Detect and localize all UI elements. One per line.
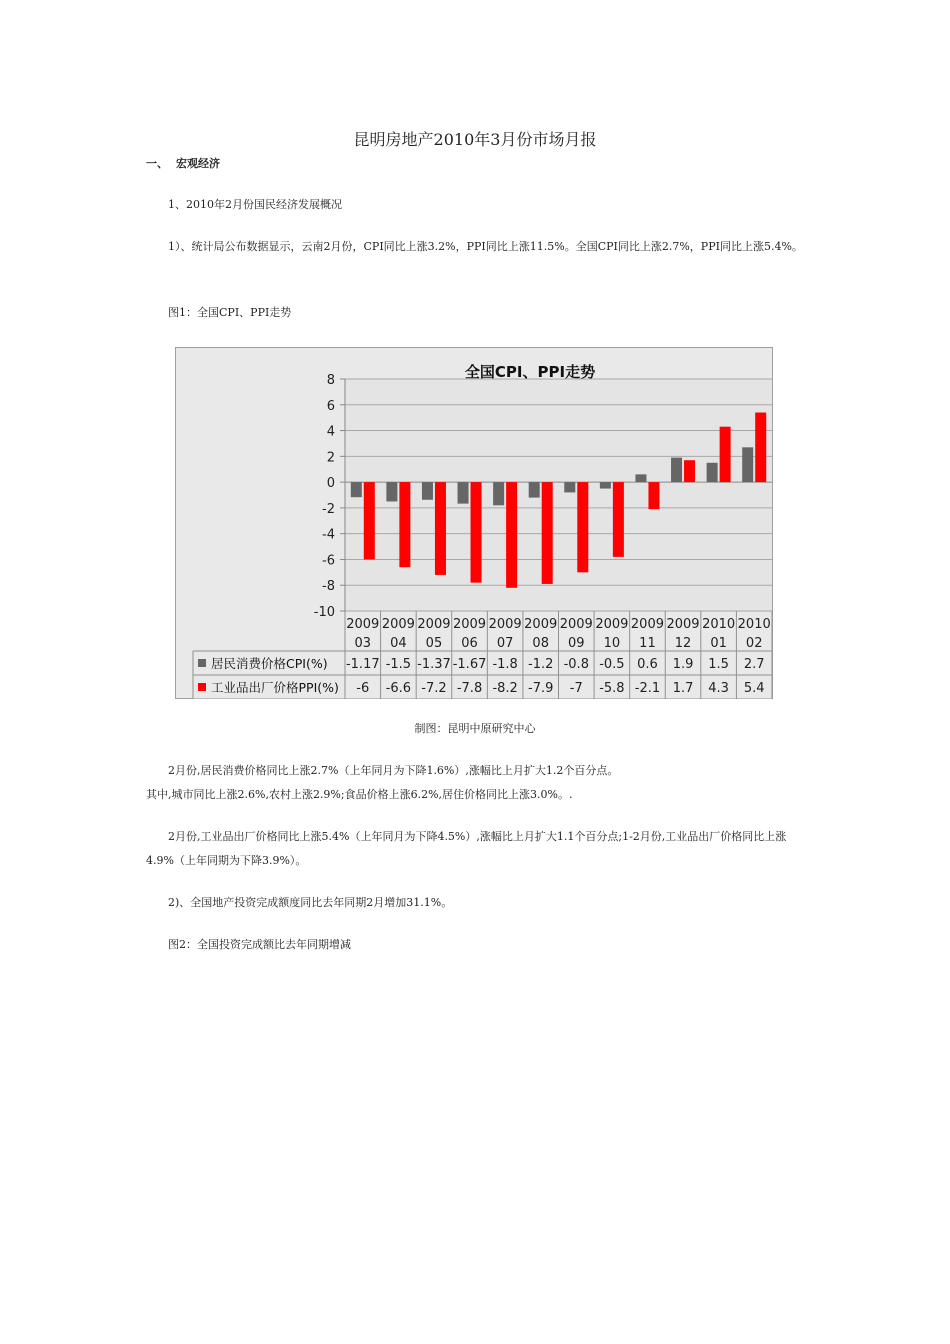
ppi-bar bbox=[471, 482, 482, 583]
y-tick-label: -2 bbox=[322, 501, 335, 517]
y-tick-label: 2 bbox=[326, 450, 335, 466]
data-value-label: -1.8 bbox=[492, 657, 518, 672]
data-value-label: -7.8 bbox=[456, 681, 483, 696]
ppi-bar bbox=[755, 413, 766, 483]
cpi-bar bbox=[529, 482, 540, 497]
legend-swatch bbox=[198, 683, 206, 691]
data-value-label: -6 bbox=[356, 681, 370, 696]
data-value-label: -5.8 bbox=[599, 681, 625, 696]
category-label-month: 12 bbox=[674, 636, 692, 651]
y-tick-label: -4 bbox=[322, 527, 335, 543]
section-title: 宏观经济 bbox=[176, 157, 220, 170]
paragraph-investment: 2)、全国地产投资完成额度同比去年同期2月增加31.1%。 bbox=[168, 896, 453, 909]
chart-title: 全国CPI、PPI走势 bbox=[464, 363, 596, 381]
ppi-bar bbox=[542, 482, 553, 584]
data-value-label: -7 bbox=[569, 681, 583, 696]
y-tick-label: 8 bbox=[326, 373, 335, 388]
category-label-year: 2009 bbox=[346, 617, 380, 632]
data-value-label: 1.9 bbox=[672, 657, 694, 672]
data-value-label: -7.9 bbox=[528, 681, 554, 696]
data-value-label: -8.2 bbox=[492, 681, 518, 696]
category-label-year: 2009 bbox=[559, 617, 593, 632]
category-label-year: 2009 bbox=[488, 617, 522, 632]
ppi-bar bbox=[720, 427, 731, 482]
category-label-month: 04 bbox=[390, 636, 407, 651]
section-number: 一、 bbox=[146, 157, 168, 170]
category-label-year: 2009 bbox=[417, 617, 451, 632]
document-title: 昆明房地产2010年3月份市场月报 bbox=[353, 130, 597, 149]
category-label-month: 08 bbox=[532, 636, 549, 651]
data-value-label: -1.17 bbox=[345, 657, 380, 672]
data-value-label: 0.6 bbox=[637, 657, 658, 672]
category-label-month: 07 bbox=[496, 636, 514, 651]
data-value-label: 4.3 bbox=[708, 681, 729, 696]
cpi-bar bbox=[386, 482, 397, 501]
cpi-bar bbox=[422, 482, 433, 500]
subsection-heading: 1、2010年2月份国民经济发展概况 bbox=[168, 198, 342, 211]
category-label-month: 11 bbox=[639, 636, 656, 651]
legend-swatch bbox=[198, 659, 206, 667]
ppi-bar bbox=[684, 460, 695, 482]
cpi-bar bbox=[351, 482, 362, 497]
cpi-bar bbox=[493, 482, 504, 505]
data-value-label: -0.8 bbox=[563, 657, 589, 672]
y-tick-label: -6 bbox=[322, 553, 335, 569]
figure1-label: 图1：全国CPI、PPI走势 bbox=[168, 306, 292, 319]
category-label-year: 2009 bbox=[452, 617, 487, 632]
cpi-bar bbox=[671, 458, 682, 482]
category-label-year: 2010 bbox=[737, 617, 771, 632]
cpi-bar bbox=[707, 463, 718, 482]
y-tick-label: 4 bbox=[326, 424, 335, 440]
paragraph-cpi-detail-1: 2月份,居民消费价格同比上涨2.7%（上年同月为下降1.6%）,涨幅比上月扩大1.2个百分点。 bbox=[168, 764, 619, 777]
paragraph-cpi-detail-2: 其中,城市同比上涨2.6%,农村上涨2.9%;食品价格上涨6.2%,居住价格同比上涨3.0%。. bbox=[146, 788, 573, 801]
y-tick-label: 0 bbox=[326, 476, 335, 492]
category-label-month: 06 bbox=[461, 636, 478, 651]
data-value-label: -1.2 bbox=[528, 657, 554, 672]
data-value-label: -1.5 bbox=[385, 657, 412, 672]
category-label-month: 09 bbox=[568, 636, 585, 651]
data-value-label: -0.5 bbox=[599, 657, 625, 672]
y-tick-label: 6 bbox=[326, 398, 335, 414]
cpi-bar bbox=[635, 474, 646, 482]
data-value-label: -2.1 bbox=[634, 681, 661, 696]
data-value-label: -1.37 bbox=[417, 657, 451, 672]
data-value-label: 1.5 bbox=[708, 657, 729, 672]
legend-label: 居民消费价格CPI(%) bbox=[211, 656, 328, 671]
category-label-year: 2009 bbox=[524, 617, 558, 632]
ppi-bar bbox=[435, 482, 446, 575]
data-value-label: 5.4 bbox=[743, 681, 765, 696]
category-label-year: 2009 bbox=[381, 617, 415, 632]
ppi-bar bbox=[506, 482, 517, 588]
category-label-year: 2009 bbox=[595, 617, 629, 632]
category-label-month: 01 bbox=[710, 636, 727, 651]
legend-label: 工业品出厂价格PPI(%) bbox=[211, 680, 339, 695]
ppi-bar bbox=[577, 482, 588, 572]
ppi-bar bbox=[648, 482, 659, 509]
data-value-label: -6.6 bbox=[385, 681, 412, 696]
cpi-bar bbox=[564, 482, 575, 492]
data-value-label: 1.7 bbox=[672, 681, 694, 696]
category-label-month: 10 bbox=[603, 636, 621, 651]
category-label-month: 05 bbox=[425, 636, 443, 651]
category-label-year: 2009 bbox=[666, 617, 700, 632]
ppi-bar bbox=[364, 482, 375, 559]
category-label-month: 03 bbox=[354, 636, 372, 651]
data-value-label: -1.67 bbox=[452, 657, 487, 672]
category-label-month: 02 bbox=[745, 636, 763, 651]
category-label-year: 2009 bbox=[630, 617, 665, 632]
cpi-ppi-chart bbox=[175, 347, 773, 699]
y-tick-label: -8 bbox=[322, 579, 335, 595]
paragraph-cpi-ppi: 1）、统计局公布数据显示，云南2月份，CPI同比上涨3.2%，PPI同比上涨11.5%。全国CPI同比上涨2.7%，PPI同比上涨5.4%。 bbox=[168, 240, 803, 253]
figure1-credit: 制图：昆明中原研究中心 bbox=[414, 722, 536, 735]
cpi-bar bbox=[458, 482, 469, 504]
paragraph-ppi-detail: 2月份,工业品出厂价格同比上涨5.4%（上年同月为下降4.5%）,涨幅比上月扩大1.1个百分点;1-2月份,工业品出厂价格同比上涨4.9%（上年同期为下降3.9%）。 bbox=[146, 830, 787, 867]
data-value-label: -7.2 bbox=[421, 681, 447, 696]
y-tick-label: -10 bbox=[313, 605, 335, 620]
data-value-label: 2.7 bbox=[743, 657, 765, 672]
figure2-label: 图2：全国投资完成额比去年同期增减 bbox=[168, 938, 351, 951]
chart-svg bbox=[175, 347, 773, 699]
cpi-bar bbox=[600, 482, 611, 488]
ppi-bar bbox=[399, 482, 410, 567]
cpi-bar bbox=[742, 447, 753, 482]
section-heading bbox=[146, 155, 220, 171]
ppi-bar bbox=[613, 482, 624, 557]
category-label-year: 2010 bbox=[702, 617, 736, 632]
